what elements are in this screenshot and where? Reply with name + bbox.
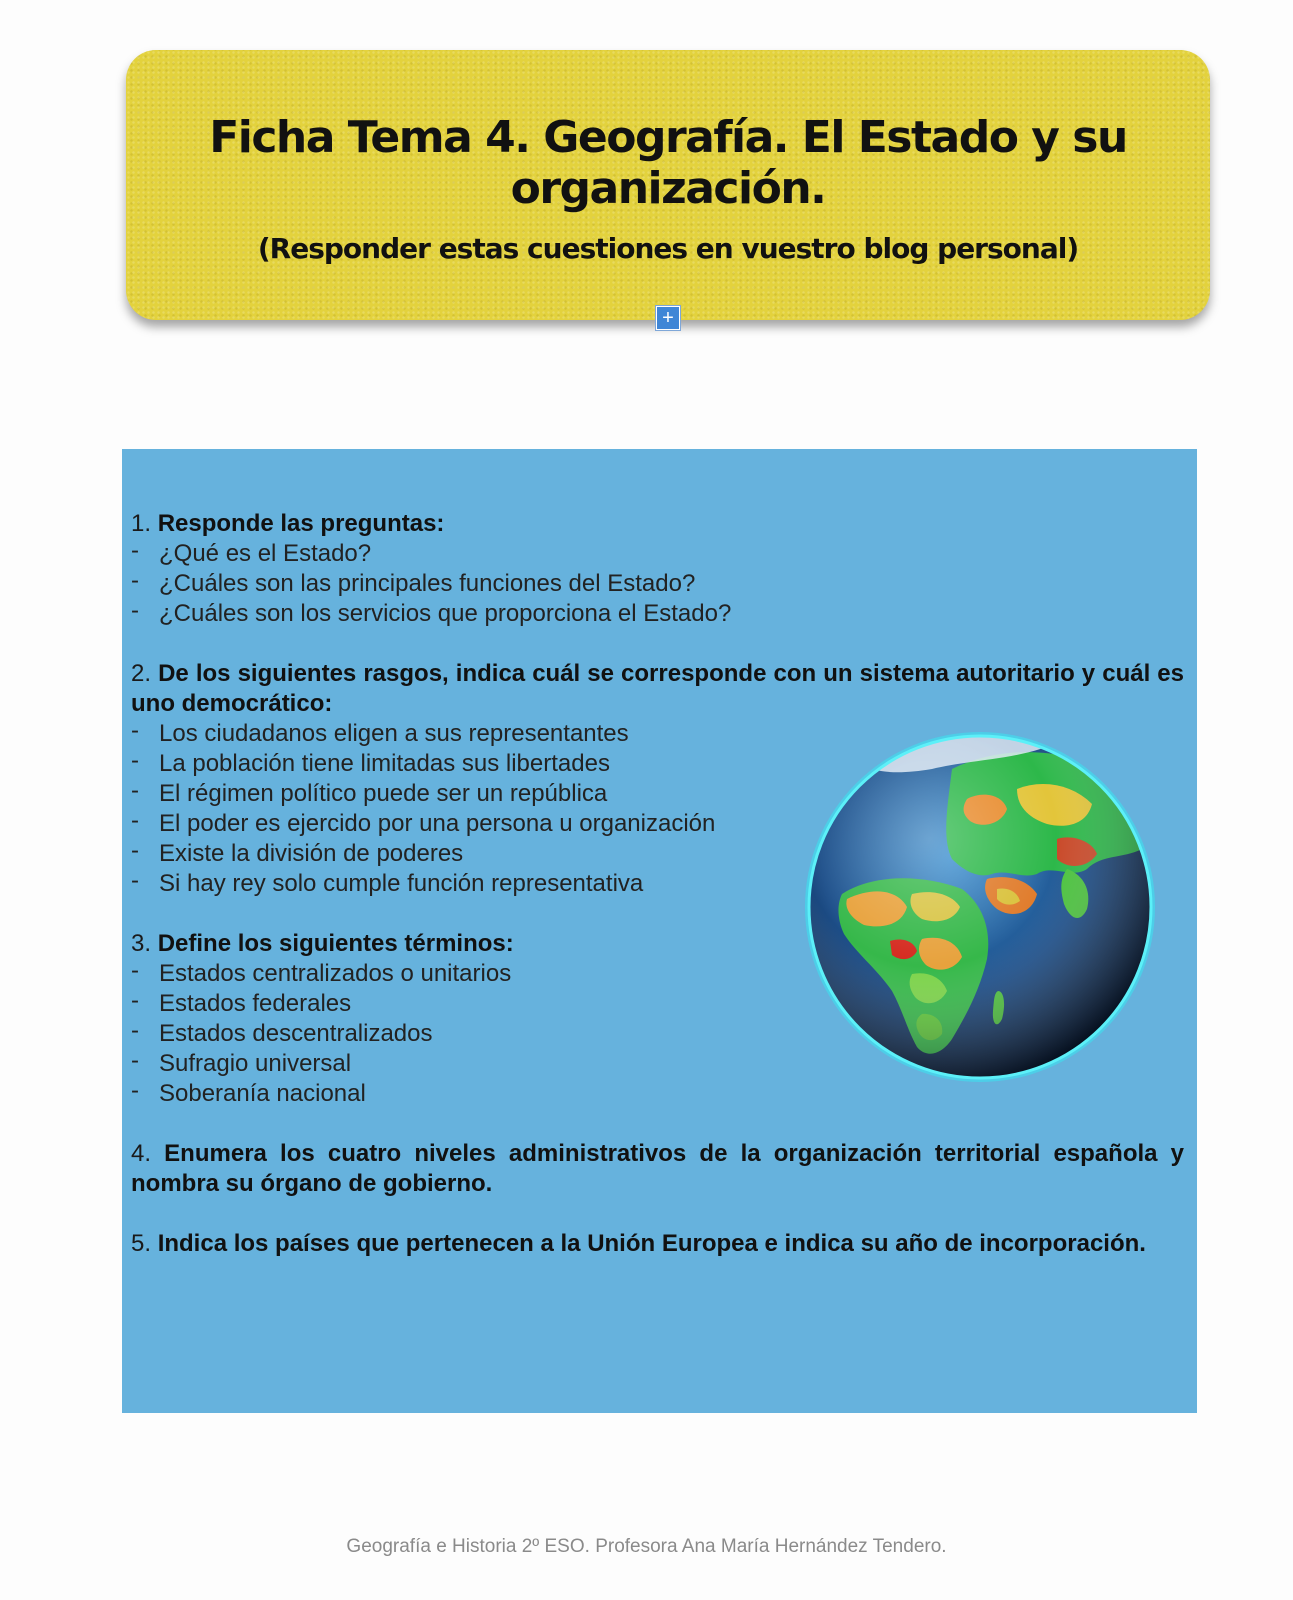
list-item: - Soberanía nacional <box>131 1079 1184 1109</box>
list-item: - Sufragio universal <box>131 1049 1184 1079</box>
question-4 <box>131 1139 1184 1199</box>
list-item: - Si hay rey solo cumple función representativa <box>131 869 1184 899</box>
question-number: 4. <box>131 1140 152 1167</box>
question-number: 3. <box>131 930 152 957</box>
question-heading <box>131 659 1184 719</box>
list-item: - El poder es ejercido por una persona u organización <box>131 809 1184 839</box>
list-item: - El régimen político puede ser un república <box>131 779 1184 809</box>
list-item: - ¿Cuáles son las principales funciones del Estado? <box>131 569 1184 599</box>
question-heading <box>131 1139 1184 1199</box>
footer-credit: Geografía e Historia 2º ESO. Profesora Ana María Hernández Tendero. <box>346 1536 947 1557</box>
add-plus-icon[interactable]: + <box>656 306 680 330</box>
question-5 <box>131 1229 1184 1259</box>
world-globe-icon <box>802 729 1158 1085</box>
page-title: Ficha Tema 4. Geografía. El Estado y su organización. <box>209 112 1127 214</box>
question-items <box>131 539 1184 629</box>
question-heading <box>131 1229 1184 1259</box>
question-number: 2. <box>131 660 152 687</box>
question-number: 5. <box>131 1230 152 1257</box>
list-item: - ¿Qué es el Estado? <box>131 539 1184 569</box>
question-text: Define los siguientes términos: <box>157 930 514 957</box>
question-heading <box>131 509 1184 539</box>
list-item: - ¿Cuáles son los servicios que proporciona el Estado? <box>131 599 1184 629</box>
list-item: - Estados federales <box>131 989 1184 1019</box>
list-item: - Estados centralizados o unitarios <box>131 959 1184 989</box>
page-subtitle: (Responder estas cuestiones en vuestro blog personal) <box>257 232 1079 265</box>
list-item: - Existe la división de poderes <box>131 839 1184 869</box>
list-item: - Estados descentralizados <box>131 1019 1184 1049</box>
question-text: Responde las preguntas: <box>157 510 445 537</box>
question-text: Enumera los cuatro niveles administrativos de la organización territorial española y nombra su órgano de gobierno. <box>131 1140 1184 1197</box>
question-1 <box>131 509 1184 629</box>
question-text: Indica los países que pertenecen a la Unión Europea e indica su año de incorporación. <box>157 1230 1146 1257</box>
question-text: De los siguientes rasgos, indica cuál se corresponde con un sistema autoritario y cuál es uno democrático: <box>131 660 1185 717</box>
list-item: - Los ciudadanos eligen a sus representantes <box>131 719 1184 749</box>
list-item: - La población tiene limitadas sus libertades <box>131 749 1184 779</box>
question-number: 1. <box>131 510 152 537</box>
header-banner <box>126 50 1210 320</box>
